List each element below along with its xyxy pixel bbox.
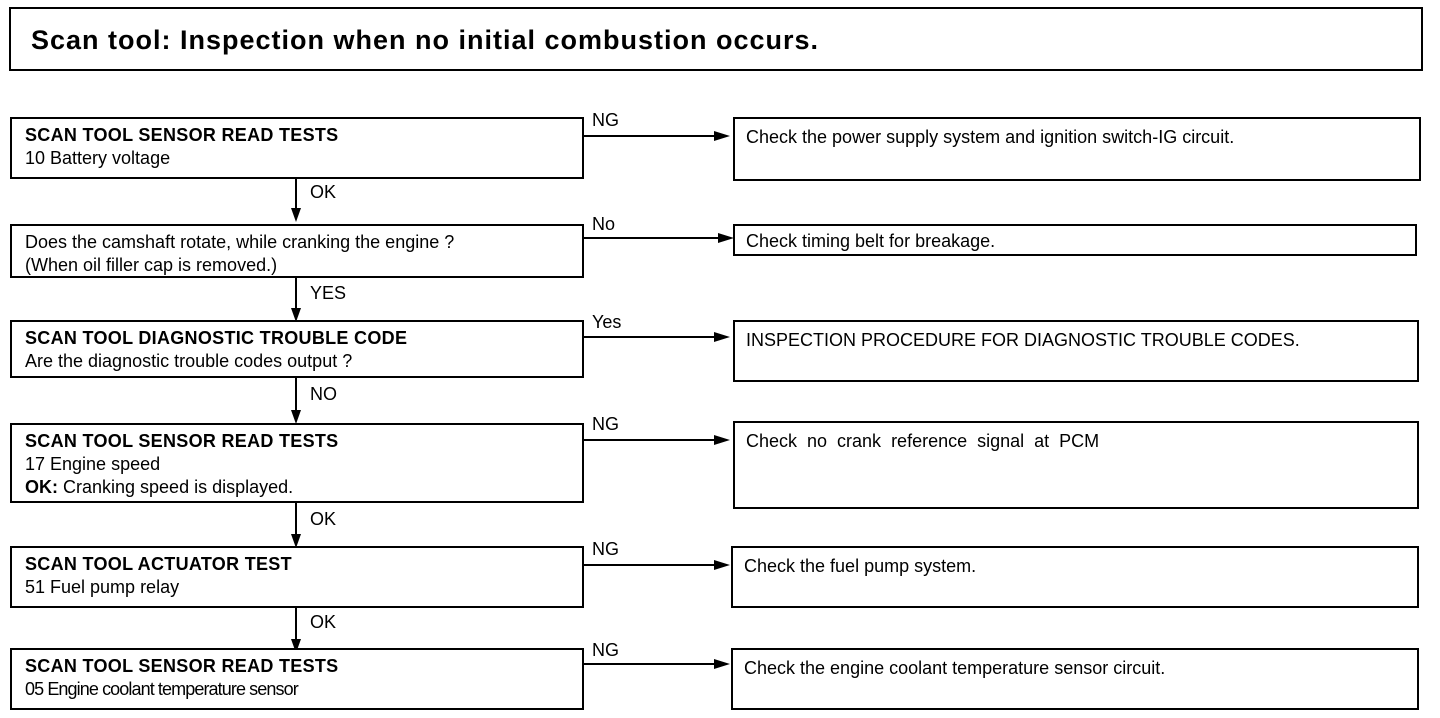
step-4-heading: SCAN TOOL SENSOR READ TESTS [25, 431, 339, 451]
step-5-down-label: OK [310, 612, 337, 632]
step-4-down-label: OK [310, 509, 337, 529]
step-3-result-text: INSPECTION PROCEDURE FOR DIAGNOSTIC TROUBLE CODES. [746, 330, 1300, 350]
step-2-branch-label: No [592, 214, 616, 234]
step-1-box [10, 117, 584, 179]
step-4-result-box [733, 421, 1419, 509]
step-1-result-text: Check the power supply system and ignition switch-IG circuit. [746, 127, 1235, 147]
step-4-branch-label: NG [592, 414, 619, 434]
step-6-box [10, 648, 584, 710]
step-5-heading: SCAN TOOL ACTUATOR TEST [25, 554, 292, 574]
arrowhead-right-1 [714, 131, 730, 141]
step-3-text: Are the diagnostic trouble codes output ? [25, 351, 353, 371]
step-2-result-box [733, 224, 1417, 256]
page-title: Scan tool: Inspection when no initial combustion occurs. [31, 25, 820, 55]
step-3-box [10, 320, 584, 378]
arrowhead-right-6 [714, 659, 730, 669]
step-4-box [10, 423, 584, 503]
step-3-heading: SCAN TOOL DIAGNOSTIC TROUBLE CODE [25, 328, 408, 348]
step-6-result-box [731, 648, 1419, 710]
step-3-down-label: NO [310, 384, 337, 404]
step-6-branch-label: NG [592, 640, 619, 660]
step-1-branch-label: NG [592, 110, 619, 130]
arrowhead-right-2 [718, 233, 734, 243]
step-2-text-line-1: Does the camshaft rotate, while cranking the engine ? [25, 232, 455, 252]
step-2-result-text: Check timing belt for breakage. [746, 231, 996, 251]
step-4-ok-text: Cranking speed is displayed. [58, 477, 294, 497]
step-5-box [10, 546, 584, 608]
step-2-down-label: YES [310, 283, 347, 303]
step-4-ok-label: OK: [25, 477, 58, 497]
step-4-text-line-2 [25, 476, 582, 499]
step-4-result-text: Check no crank reference signal at PCM [746, 431, 1100, 451]
step-3-branch-label: Yes [592, 312, 622, 332]
step-2-box [10, 224, 584, 278]
step-1-heading: SCAN TOOL SENSOR READ TESTS [25, 125, 339, 145]
step-4-text-line-1: 17 Engine speed [25, 454, 161, 474]
step-5-result-text: Check the fuel pump system. [744, 556, 977, 576]
step-5-branch-label: NG [592, 539, 619, 559]
arrowhead-down-1 [291, 208, 301, 222]
step-6-result-text: Check the engine coolant temperature sensor circuit. [744, 658, 1166, 678]
step-6-text: 05 Engine coolant temperature sensor [25, 679, 298, 699]
step-6-heading: SCAN TOOL SENSOR READ TESTS [25, 656, 339, 676]
step-5-result-box [731, 546, 1419, 608]
arrowhead-right-5 [714, 560, 730, 570]
step-5-text: 51 Fuel pump relay [25, 577, 180, 597]
step-3-result-box [733, 320, 1419, 382]
step-1-down-label: OK [310, 182, 337, 202]
arrowhead-right-3 [714, 332, 730, 342]
step-1-result-box [733, 117, 1421, 181]
step-1-text: 10 Battery voltage [25, 148, 171, 168]
step-2-text-line-2: (When oil filler cap is removed.) [25, 255, 278, 275]
arrowhead-down-3 [291, 410, 301, 424]
arrowhead-right-4 [714, 435, 730, 445]
